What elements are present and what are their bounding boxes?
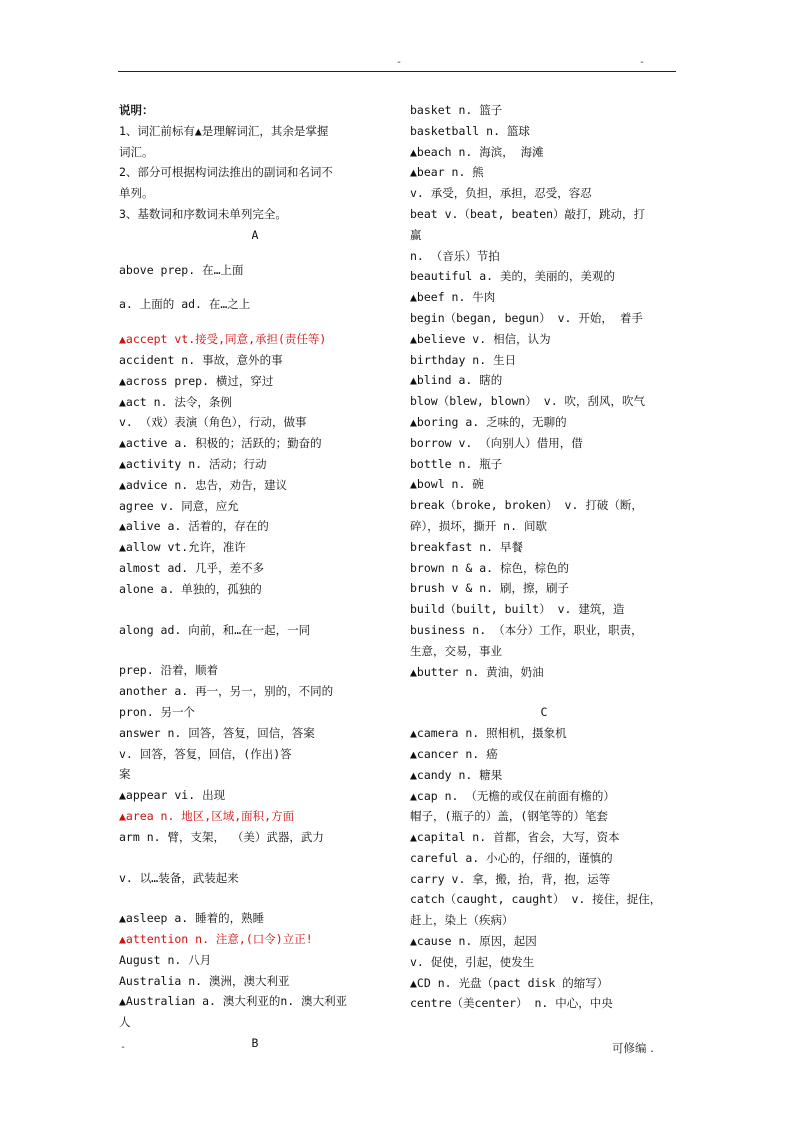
vocab-line: ▲active a. 积极的；活跃的；勤奋的 (119, 436, 322, 451)
vocab-line: ▲cause n. 原因，起因 (410, 934, 537, 949)
vocab-line: bottle n. 瓶子 (410, 456, 503, 471)
section-letter: A (251, 227, 259, 242)
vocabulary-column-right (410, 100, 678, 1014)
vocab-line: ▲boring a. 乏味的，无聊的 (410, 414, 567, 429)
header-mark-right: - (639, 57, 646, 68)
vocab-line: 帽子，(瓶子的）盖，(钢笔等的）笔套 (410, 809, 608, 824)
vocab-line: Australia n. 澳洲，澳大利亚 (119, 973, 290, 988)
vocab-line: ▲act n. 法令，条例 (119, 394, 232, 409)
vocab-line: build（built, built） v. 建筑，造 (410, 602, 625, 617)
vocab-line: alone a. 单独的，孤独的 (119, 581, 262, 596)
vocab-line: ▲blind a. 瞎的 (410, 373, 503, 388)
vocab-line: ▲candy n. 糖果 (410, 767, 503, 782)
vocab-line: 赢 (410, 227, 422, 242)
vocab-line: v. 以…装备，武装起来 (119, 870, 239, 885)
vocab-line: v. 促使，引起，使发生 (410, 954, 535, 969)
vocab-line: ▲cap n. （无檐的或仅在前面有檐的） (410, 788, 615, 803)
vocab-line: arm n. 臂，支架， （美）武器，武力 (119, 829, 324, 844)
vocab-line: 单列。 (119, 186, 154, 201)
spacer (119, 640, 391, 660)
vocab-line: 生意，交易，事业 (410, 643, 502, 658)
vocab-line: basket n. 篮子 (410, 103, 503, 117)
vocab-line: accident n. 事故，意外的事 (119, 352, 283, 367)
vocab-line: agree v. 同意，应允 (119, 498, 239, 513)
vocab-line: ▲camera n. 照相机，摄象机 (410, 726, 567, 741)
vocab-line: ▲accept vt.接受,同意,承担(责任等) (119, 332, 327, 347)
vocab-line: ▲cancer n. 癌 (410, 746, 498, 761)
vocab-line: v. （戏）表演（角色），行动，做事 (119, 415, 307, 430)
vocabulary-column-left (119, 100, 391, 1054)
vocab-line: ▲bear n. 熊 (410, 165, 484, 180)
vocab-line: brush v & n. 刷，擦，刷子 (410, 581, 570, 596)
header-rule (118, 71, 676, 72)
footer-dash: - (120, 1042, 127, 1053)
vocab-line: August n. 八月 (119, 952, 212, 967)
header-mark-left: - (396, 57, 403, 68)
vocab-line: borrow v. （向别人）借用，借 (410, 435, 583, 450)
vocab-line: 3、基数词和序数词未单列完全。 (119, 206, 287, 221)
vocab-line: blow（blew, blown） v. 吹，刮风，吹气 (410, 394, 646, 409)
spacer (410, 682, 678, 702)
vocab-line: catch（caught, caught） v. 接住，捉住， (410, 892, 662, 907)
vocab-line: v. 承受，负担，承担，忍受，容忍 (410, 186, 592, 201)
vocab-line: 赶上，染上（疾病） (410, 913, 514, 928)
vocab-line: ▲bowl n. 碗 (410, 477, 484, 492)
spacer (119, 600, 391, 620)
vocab-line: 词汇。 (119, 144, 154, 159)
vocab-line: v. 回答，答复，回信，(作出)答 (119, 746, 292, 761)
vocab-line: ▲butter n. 黄油，奶油 (410, 664, 544, 679)
vocab-line: 2、部分可根据构词法推出的副词和名词不 (119, 165, 333, 180)
spacer (119, 888, 391, 908)
vocab-line: ▲across prep. 横过，穿过 (119, 373, 274, 388)
vocab-line: brown n & a. 棕色，棕色的 (410, 560, 570, 575)
vocab-line: ▲capital n. 首都，省会，大写，资本 (410, 830, 620, 845)
vocab-line: almost ad. 几乎，差不多 (119, 560, 265, 575)
vocab-line: 案 (119, 767, 131, 782)
vocab-line: ▲appear vi. 出现 (119, 788, 226, 803)
vocab-line: pron. 另一个 (119, 704, 196, 719)
vocab-line: centre（美center） n. 中心，中央 (410, 996, 613, 1011)
vocab-line: basketball n. 篮球 (410, 123, 530, 138)
vocab-line: 说明： (119, 103, 154, 117)
vocab-line: another a. 再一，另一，别的，不同的 (119, 684, 334, 699)
vocab-line: 碎），损坏，撕开 n. 间歇 (410, 518, 547, 533)
spacer (119, 280, 391, 294)
section-letter: C (540, 705, 548, 720)
vocab-line: prep. 沿着，顺着 (119, 663, 219, 678)
spacer (119, 315, 391, 329)
vocab-line: ▲beach n. 海滨， 海滩 (410, 144, 544, 159)
vocab-line: n. （音乐）节拍 (410, 248, 500, 263)
vocab-line: carry v. 拿，搬，抬，背，抱，运等 (410, 871, 611, 886)
vocab-line: breakfast n. 早餐 (410, 539, 524, 554)
spacer (119, 246, 391, 260)
vocab-line: careful a. 小心的，仔细的，谨慎的 (410, 850, 613, 865)
vocab-line: beautiful a. 美的，美丽的，美观的 (410, 269, 616, 284)
vocab-line: business n. （本分）工作，职业，职责， (410, 622, 643, 637)
vocab-line: along ad. 向前，和…在一起，一同 (119, 622, 311, 637)
footer-note: 可修编 . (612, 1041, 654, 1055)
section-letter: B (251, 1036, 259, 1051)
vocab-line: ▲alive a. 活着的，存在的 (119, 519, 269, 534)
spacer (119, 848, 391, 868)
vocab-line: birthday n. 生日 (410, 352, 517, 367)
vocab-line: ▲CD n. 光盘（pact disk 的缩写） (410, 975, 609, 990)
vocab-line: beat v.（beat, beaten）敲打，跳动，打 (410, 206, 646, 221)
vocab-line: ▲believe v. 相信，认为 (410, 331, 551, 346)
vocab-line: a. 上面的 ad. 在…之上 (119, 297, 251, 312)
vocab-line: break（broke, broken） v. 打破（断， (410, 498, 643, 513)
vocab-line: ▲asleep a. 睡着的，熟睡 (119, 911, 265, 926)
vocab-line: 人 (119, 1015, 131, 1030)
vocab-line: above prep. 在…上面 (119, 262, 244, 277)
vocab-line: answer n. 回答，答复，回信，答案 (119, 725, 315, 740)
vocab-line: ▲beef n. 牛肉 (410, 290, 496, 305)
vocab-line: begin（began, begun） v. 开始， 着手 (410, 310, 643, 325)
vocab-line: ▲advice n. 忠告，劝告，建议 (119, 477, 288, 492)
vocab-line: ▲allow vt.允许，准许 (119, 540, 246, 555)
vocab-line: ▲Australian a. 澳大利亚的n. 澳大利亚 (119, 994, 348, 1009)
vocab-line: ▲activity n. 活动；行动 (119, 456, 267, 471)
vocab-line: ▲area n. 地区,区域,面积,方面 (119, 808, 295, 823)
vocab-line: ▲attention n. 注意,(口令)立正! (119, 932, 313, 947)
vocab-line: 1、词汇前标有▲是理解词汇，其余是掌握 (119, 123, 329, 138)
